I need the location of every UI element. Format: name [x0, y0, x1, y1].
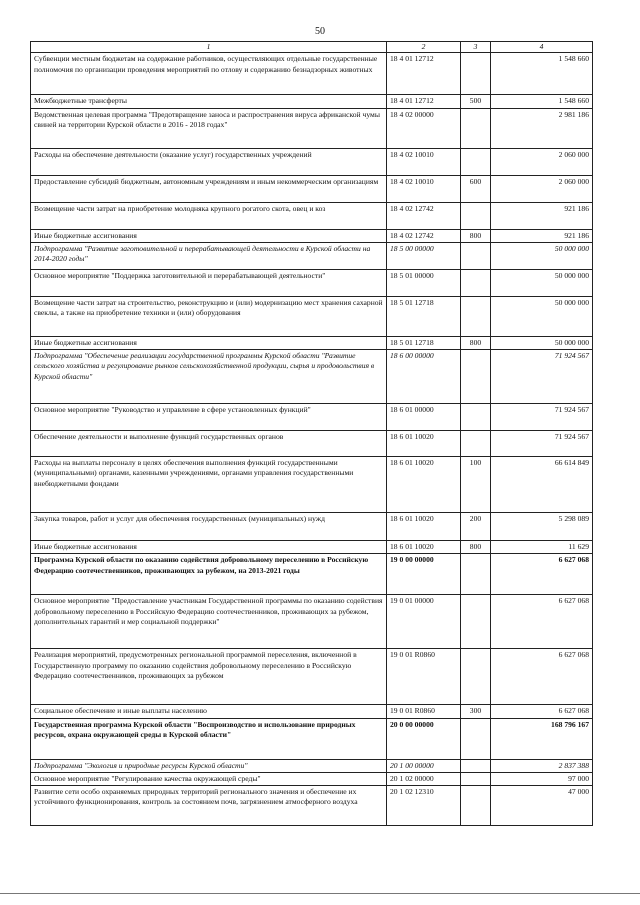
row-name-cell: Возмещение части затрат на строительство, реконструкцию и (или) модернизацию мест хранения сахарной свеклы, а также на приобретение техники и (или) оборудования — [31, 296, 387, 336]
row-name-cell: Программа Курской области по оказанию содействия добровольному переселению в Российскую Федерацию соотечественников, проживающих за рубежом, на 2013-2021 годы — [31, 554, 387, 595]
row-vr-cell — [461, 53, 491, 95]
table-row — [31, 242, 593, 269]
row-amount-cell: 2 837 388 — [491, 759, 593, 772]
table-row — [31, 431, 593, 457]
row-code-cell: 20 1 02 00000 — [387, 772, 461, 785]
row-amount-cell: 2 060 000 — [491, 175, 593, 202]
row-code-cell: 18 4 01 12712 — [387, 95, 461, 108]
table-row — [31, 595, 593, 649]
row-code-cell: 19 0 00 00000 — [387, 554, 461, 595]
row-name-cell: Социальное обеспечение и иные выплаты населению — [31, 705, 387, 718]
row-amount-cell: 6 627 068 — [491, 554, 593, 595]
row-amount-cell: 1 548 660 — [491, 95, 593, 108]
row-name-cell: Предоставление субсидий бюджетным, автономным учреждениям и иным некоммерческим организациям — [31, 175, 387, 202]
row-amount-cell: 6 627 068 — [491, 705, 593, 718]
row-name-cell: Подпрограмма "Обеспечение реализации государственной программы Курской области "Развитие сельского хозяйства и регулирование рынков сельскохозяйственной продукции, сырья и продовольствия в Курской области" — [31, 350, 387, 404]
row-vr-cell — [461, 595, 491, 649]
table-row — [31, 404, 593, 431]
row-vr-cell — [461, 108, 491, 148]
row-code-cell: 18 6 01 10020 — [387, 513, 461, 541]
row-name-cell: Иные бюджетные ассигнования — [31, 541, 387, 554]
row-code-cell: 18 4 02 10010 — [387, 148, 461, 175]
row-amount-cell: 50 000 000 — [491, 296, 593, 336]
row-name-cell: Развитие сети особо охраняемых природных территорий регионального значения и обеспечение их устойчивого функционирования, контроль за состоянием почв, загрязнением атмосферного воздуха — [31, 786, 387, 826]
row-amount-cell: 921 186 — [491, 202, 593, 229]
row-code-cell: 18 6 01 10020 — [387, 457, 461, 513]
row-amount-cell: 6 627 068 — [491, 649, 593, 705]
table-row — [31, 108, 593, 148]
row-vr-cell — [461, 718, 491, 759]
row-vr-cell — [461, 772, 491, 785]
row-vr-cell: 800 — [461, 541, 491, 554]
row-code-cell: 19 0 01 00000 — [387, 595, 461, 649]
row-vr-cell — [461, 350, 491, 404]
row-vr-cell: 200 — [461, 513, 491, 541]
row-code-cell: 18 6 01 10020 — [387, 431, 461, 457]
row-name-cell: Обеспечение деятельности и выполнение функций государственных органов — [31, 431, 387, 457]
row-amount-cell: 2 060 000 — [491, 148, 593, 175]
table-row — [31, 229, 593, 242]
row-amount-cell: 2 981 186 — [491, 108, 593, 148]
row-vr-cell — [461, 431, 491, 457]
row-code-cell: 19 0 01 R0860 — [387, 705, 461, 718]
row-code-cell: 18 6 00 00000 — [387, 350, 461, 404]
table-row — [31, 202, 593, 229]
row-code-cell: 20 0 00 00000 — [387, 718, 461, 759]
row-vr-cell — [461, 296, 491, 336]
table-row — [31, 649, 593, 705]
row-amount-cell: 6 627 068 — [491, 595, 593, 649]
row-code-cell: 18 4 02 12742 — [387, 202, 461, 229]
header-col-1: 1 — [31, 42, 387, 53]
row-name-cell: Расходы на выплаты персоналу в целях обеспечения выполнения функций государственными (муниципальными) органами, казенными учреждениями, органами управления государственными внебюджетными фондами — [31, 457, 387, 513]
row-amount-cell: 168 796 167 — [491, 718, 593, 759]
row-amount-cell: 50 000 000 — [491, 242, 593, 269]
row-amount-cell: 5 298 089 — [491, 513, 593, 541]
row-vr-cell — [461, 786, 491, 826]
row-vr-cell — [461, 759, 491, 772]
row-amount-cell: 50 000 000 — [491, 269, 593, 296]
row-code-cell: 18 5 01 12718 — [387, 296, 461, 336]
row-code-cell: 18 4 01 12712 — [387, 53, 461, 95]
table-body — [31, 53, 593, 826]
row-name-cell: Основное мероприятие "Предоставление участникам Государственной программы по оказанию содействия добровольному переселению в Российскую Федерацию соотечественников, проживающих за рубежом, дополнительных гарантий и мер социальной поддержки" — [31, 595, 387, 649]
row-code-cell: 18 6 01 10020 — [387, 541, 461, 554]
page-number: 50 — [315, 26, 325, 37]
row-amount-cell: 47 000 — [491, 786, 593, 826]
row-name-cell: Ведомственная целевая программа "Предотвращение заноса и распространения вируса африканской чумы свиней на территории Курской области в 2016 - 2018 годах" — [31, 108, 387, 148]
row-amount-cell: 50 000 000 — [491, 336, 593, 349]
row-name-cell: Закупка товаров, работ и услуг для обеспечения государственных (муниципальных) нужд — [31, 513, 387, 541]
row-vr-cell — [461, 649, 491, 705]
row-code-cell: 18 5 01 12718 — [387, 336, 461, 349]
header-col-3: 3 — [461, 42, 491, 53]
table-row — [31, 350, 593, 404]
row-vr-cell — [461, 242, 491, 269]
table-row — [31, 95, 593, 108]
row-name-cell: Субвенции местным бюджетам на содержание работников, осуществляющих отдельные государственные полномочия по организации проведения мероприятий по отлову и содержанию безнадзорных животных — [31, 53, 387, 95]
table-row — [31, 772, 593, 785]
row-amount-cell: 71 924 567 — [491, 350, 593, 404]
row-code-cell: 18 6 01 00000 — [387, 404, 461, 431]
row-vr-cell — [461, 202, 491, 229]
row-code-cell: 18 5 01 00000 — [387, 269, 461, 296]
row-amount-cell: 71 924 567 — [491, 404, 593, 431]
table-row — [31, 705, 593, 718]
row-name-cell: Основное мероприятие "Руководство и управление в сфере установленных функций" — [31, 404, 387, 431]
table-row — [31, 269, 593, 296]
table-row — [31, 457, 593, 513]
row-amount-cell: 66 614 849 — [491, 457, 593, 513]
table-row — [31, 148, 593, 175]
row-code-cell: 20 1 00 00000 — [387, 759, 461, 772]
row-name-cell: Расходы на обеспечение деятельности (оказание услуг) государственных учреждений — [31, 148, 387, 175]
table-row — [31, 296, 593, 336]
table-row — [31, 786, 593, 826]
row-vr-cell: 500 — [461, 95, 491, 108]
row-vr-cell — [461, 148, 491, 175]
row-amount-cell: 921 186 — [491, 229, 593, 242]
header-col-2: 2 — [387, 42, 461, 53]
table-row — [31, 718, 593, 759]
row-amount-cell: 71 924 567 — [491, 431, 593, 457]
row-amount-cell: 11 629 — [491, 541, 593, 554]
row-name-cell: Иные бюджетные ассигнования — [31, 336, 387, 349]
row-vr-cell — [461, 554, 491, 595]
row-name-cell: Межбюджетные трансферты — [31, 95, 387, 108]
row-vr-cell: 800 — [461, 229, 491, 242]
row-name-cell: Реализация мероприятий, предусмотренных региональной программой переселения, включенной в Государственную программу по оказанию содействия добровольному переселению в Российскую Федерацию соотечественников, проживающих за рубежом — [31, 649, 387, 705]
table-row — [31, 53, 593, 95]
row-amount-cell: 1 548 660 — [491, 53, 593, 95]
table-row — [31, 759, 593, 772]
row-vr-cell: 800 — [461, 336, 491, 349]
row-name-cell: Возмещение части затрат на приобретение молодняка крупного рогатого скота, овец и коз — [31, 202, 387, 229]
row-amount-cell: 97 000 — [491, 772, 593, 785]
table-row — [31, 541, 593, 554]
row-vr-cell — [461, 404, 491, 431]
row-vr-cell — [461, 269, 491, 296]
table-row — [31, 336, 593, 349]
row-name-cell: Подпрограмма "Развитие заготовительной и перерабатывающей деятельности в Курской области на 2014-2020 годы" — [31, 242, 387, 269]
row-name-cell: Иные бюджетные ассигнования — [31, 229, 387, 242]
row-name-cell: Подпрограмма "Экология и природные ресурсы Курской области" — [31, 759, 387, 772]
bottom-rule — [0, 893, 640, 894]
table-row — [31, 513, 593, 541]
row-code-cell: 18 4 02 10010 — [387, 175, 461, 202]
row-vr-cell: 300 — [461, 705, 491, 718]
row-code-cell: 20 1 02 12310 — [387, 786, 461, 826]
row-name-cell: Государственная программа Курской области "Воспроизводство и использование природных ресурсов, охрана окружающей среды в Курской области" — [31, 718, 387, 759]
table-row — [31, 175, 593, 202]
row-name-cell: Основное мероприятие "Поддержка заготовительной и перерабатывающей деятельности" — [31, 269, 387, 296]
row-code-cell: 19 0 01 R0860 — [387, 649, 461, 705]
row-vr-cell: 600 — [461, 175, 491, 202]
header-row — [31, 42, 593, 53]
row-vr-cell: 100 — [461, 457, 491, 513]
table-row — [31, 554, 593, 595]
row-code-cell: 18 4 02 12742 — [387, 229, 461, 242]
row-name-cell: Основное мероприятие "Регулирование качества окружающей среды" — [31, 772, 387, 785]
row-code-cell: 18 4 02 00000 — [387, 108, 461, 148]
budget-table — [30, 41, 593, 826]
row-code-cell: 18 5 00 00000 — [387, 242, 461, 269]
header-col-4: 4 — [491, 42, 593, 53]
